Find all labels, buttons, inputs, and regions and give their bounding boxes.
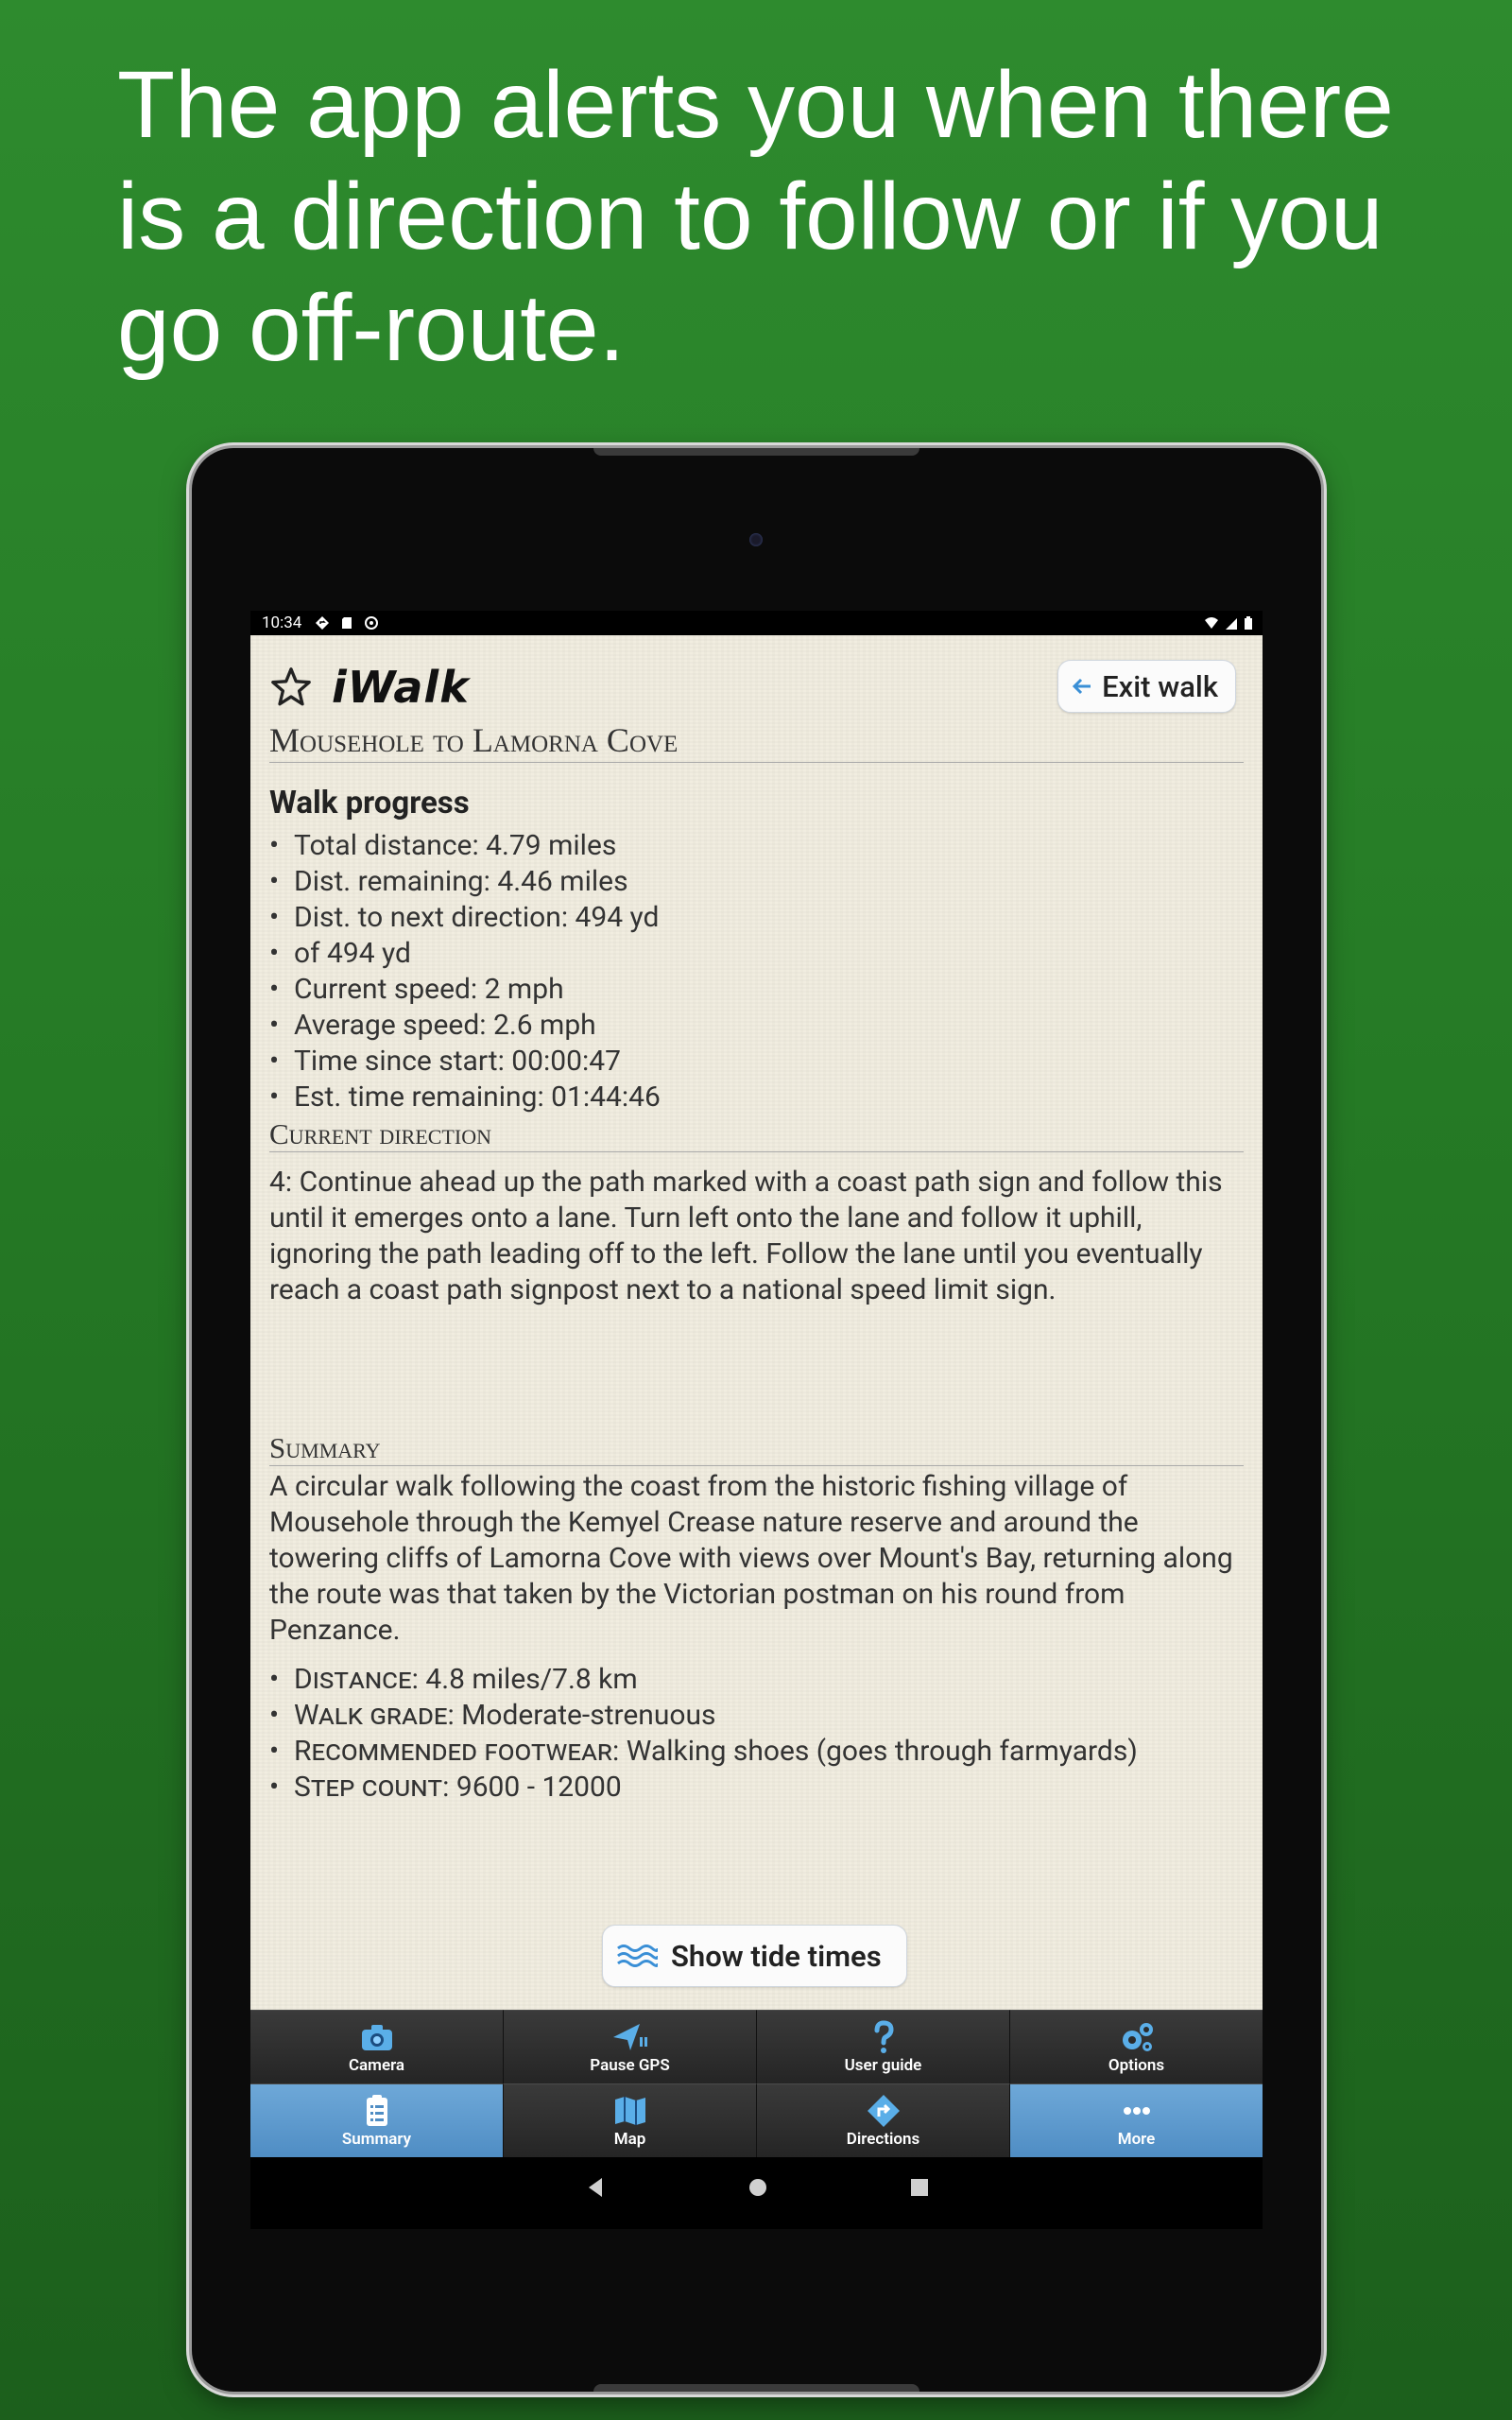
navigation-icon — [315, 615, 330, 631]
summary-tab[interactable] — [250, 2083, 504, 2157]
progress-item: • Dist. to next direction: 494 yd — [269, 900, 661, 936]
map-tab[interactable] — [504, 2083, 757, 2157]
wifi-icon — [1204, 615, 1219, 631]
promo-headline: The app alerts you when there is a direction to follow or if you go off-route. — [117, 52, 1394, 381]
progress-item: • Dist. remaining: 4.46 miles — [269, 864, 661, 900]
progress-item: • Average speed: 2.6 mph — [269, 1008, 661, 1044]
show-tide-times-label: Show tide times — [671, 1938, 882, 1974]
more-dots-icon — [1118, 2094, 1156, 2128]
battery-icon — [1244, 615, 1253, 631]
current-direction-text: 4: Continue ahead up the path marked with a coast path sign and follow this until it emerges onto a lane. Turn left onto the lane and follow it uphill, ignoring the path leading off to the left. Follow the lane until you eventually reach a coast path signpost next to a national speed limit sign. — [269, 1166, 1223, 1306]
clipboard-list-icon — [358, 2094, 396, 2128]
options-button[interactable] — [1010, 2010, 1263, 2083]
camera-icon — [358, 2020, 396, 2054]
pause-gps-button[interactable] — [504, 2010, 757, 2083]
user-guide-label: User guide — [844, 2055, 922, 2075]
progress-item: • Total distance: 4.79 miles — [269, 828, 661, 864]
exit-walk-label: Exit walk — [1102, 668, 1218, 704]
status-time: 10:34 — [262, 614, 302, 632]
walk-title: Mousehole to Lamorna Cove — [269, 720, 1244, 763]
map-label: Map — [613, 2129, 646, 2149]
camera-button[interactable] — [250, 2010, 504, 2083]
tablet-bottom-edge — [593, 2384, 919, 2392]
question-icon — [865, 2020, 902, 2054]
sync-icon — [364, 615, 379, 631]
walk-details-list — [269, 1662, 1243, 1806]
device-screen — [250, 611, 1263, 2229]
progress-item-continuation: • of 494 yd — [269, 936, 661, 972]
user-guide-button[interactable] — [757, 2010, 1010, 2083]
summary-label: Summary — [341, 2129, 412, 2149]
camera-label: Camera — [348, 2055, 405, 2075]
favorite-star-icon[interactable] — [269, 666, 313, 709]
progress-heading: Walk progress — [269, 785, 470, 821]
home-icon[interactable] — [747, 2177, 768, 2198]
signal-icon — [1225, 615, 1238, 631]
summary-text: A circular walk following the coast from the historic fishing village of Mousehole through the Kemyel Crease nature reserve and around the towering cliffs of Lamorna Cove with views over Mount's Bay, returning along the route was that taken by the Victorian postman on his round from Penzance. — [269, 1470, 1233, 1647]
progress-item: • Time since start: 00:00:47 — [269, 1044, 661, 1080]
progress-list — [269, 828, 661, 1115]
gears-icon — [1118, 2020, 1156, 2054]
progress-item: • Current speed: 2 mph — [269, 972, 661, 1008]
directions-tab[interactable] — [757, 2083, 1010, 2157]
directions-sign-icon — [865, 2094, 902, 2128]
detail-footwear: • Recommended footwear: Walking shoes (goes through farmyards) — [269, 1734, 1243, 1770]
app-header — [269, 662, 470, 713]
more-label: More — [1117, 2129, 1156, 2149]
walk-page — [250, 635, 1263, 2010]
pause-gps-label: Pause GPS — [590, 2055, 670, 2075]
status-bar — [250, 611, 1263, 635]
map-icon — [611, 2094, 649, 2128]
tablet-frame — [192, 448, 1321, 2392]
arrow-left-icon — [1072, 676, 1092, 697]
current-direction-heading: Current direction — [269, 1117, 1244, 1152]
options-label: Options — [1108, 2055, 1165, 2075]
app-logo: iWalk — [332, 662, 470, 713]
gps-pause-icon — [611, 2020, 649, 2054]
tablet-top-edge — [593, 448, 919, 456]
sd-card-icon — [339, 615, 354, 631]
exit-walk-button[interactable] — [1057, 660, 1236, 713]
directions-label: Directions — [846, 2129, 920, 2149]
show-tide-times-button[interactable] — [602, 1925, 907, 1987]
system-nav-bar — [250, 2157, 1263, 2218]
recents-icon[interactable] — [910, 2178, 929, 2197]
more-tab[interactable] — [1010, 2083, 1263, 2157]
front-camera — [749, 533, 763, 546]
back-icon[interactable] — [585, 2176, 606, 2199]
bottom-toolbar — [250, 2010, 1263, 2157]
waves-icon — [616, 1942, 658, 1970]
progress-item: • Est. time remaining: 01:44:46 — [269, 1080, 661, 1115]
detail-distance: • Distance: 4.8 miles/7.8 km — [269, 1662, 1243, 1698]
detail-grade: • Walk grade: Moderate-strenuous — [269, 1698, 1243, 1734]
detail-step-count: • Step count: 9600 - 12000 — [269, 1770, 1243, 1806]
summary-heading: Summary — [269, 1431, 1244, 1466]
